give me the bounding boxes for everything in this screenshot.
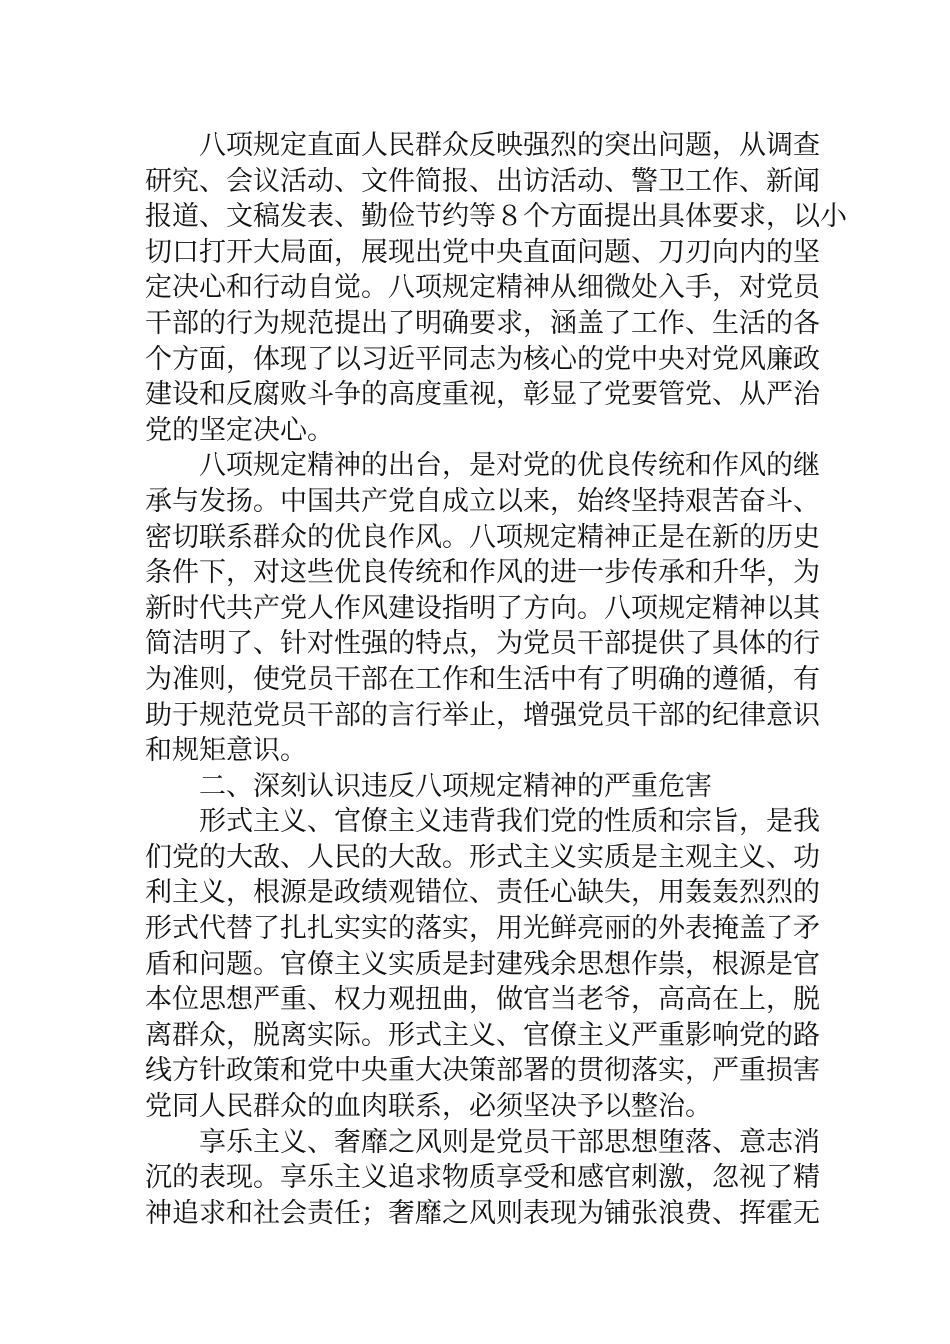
text-line: 形式代替了扎扎实实的落实，用光鲜亮丽的外表掩盖了矛 — [145, 913, 820, 945]
text-line: 享乐主义、奢靡之风则是党员干部思想堕落、意志消 — [199, 1126, 820, 1158]
text-line: 八项规定直面人民群众反映强烈的突出问题，从调查 — [199, 130, 820, 161]
section-heading — [145, 769, 807, 805]
text-line: 盾和问题。官僚主义实质是封建残余思想作祟，根源是官 — [145, 948, 820, 980]
text-line: 神追求和社会责任；奢靡之风则表现为铺张浪费、挥霍无 — [145, 1197, 820, 1229]
text-line: 干部的行为规范提出了明确要求，涵盖了工作、生活的各 — [145, 307, 820, 339]
text-line: 党的坚定决心。 — [145, 414, 334, 446]
text-line: 利主义，根源是政绩观错位、责任心缺失，用轰轰烈烈的 — [145, 877, 820, 909]
text-line: 简洁明了、针对性强的特点，为党员干部提供了具体的行 — [145, 628, 820, 660]
text-line: 条件下，对这些优良传统和作风的进一步传承和升华，为 — [145, 557, 820, 589]
section-heading-text: 二、深刻认识违反八项规定精神的严重危害 — [199, 770, 712, 802]
text-line: 个方面，体现了以习近平同志为核心的党中央对党风廉政 — [145, 343, 820, 375]
text-line: 为准则，使党员干部在工作和生活中有了明确的遵循，有 — [145, 663, 820, 695]
text-line: 离群众，脱离实际。形式主义、官僚主义严重影响党的路 — [145, 1019, 820, 1051]
text-line: 形式主义、官僚主义违背我们党的性质和宗旨，是我 — [199, 806, 820, 838]
text-line: 建设和反腐败斗争的高度重视，彰显了党要管党、从严治 — [145, 379, 820, 411]
text-line: 定决心和行动自觉。八项规定精神从细微处入手，对党员 — [145, 272, 820, 304]
text-line: 研究、会议活动、文件简报、出访活动、警卫工作、新闻 — [145, 165, 820, 197]
paragraph-1 — [145, 128, 847, 448]
text-line: 八项规定精神的出台，是对党的优良传统和作风的继 — [199, 450, 820, 482]
text-line: 助于规范党员干部的言行举止，增强党员干部的纪律意识 — [145, 699, 820, 731]
text-line: 切口打开大局面，展现出党中央直面问题、刀刃向内的坚 — [145, 236, 820, 268]
document-page — [145, 128, 847, 1231]
paragraph-3 — [145, 804, 820, 1124]
text-line: 承与发扬。中国共产党自成立以来，始终坚持艰苦奋斗、 — [145, 485, 820, 517]
text-line: 们党的大敌、人民的大敌。形式主义实质是主观主义、功 — [145, 841, 820, 873]
text-line: 本位思想严重、权力观扭曲，做官当老爷，高高在上，脱 — [145, 984, 820, 1016]
text-line: 沉的表现。享乐主义追求物质享受和感官刺激，忽视了精 — [145, 1162, 820, 1194]
text-line: 党同人民群众的血肉联系，必须坚决予以整治。 — [145, 1091, 712, 1123]
text-line: 和规矩意识。 — [145, 735, 307, 767]
text-line: 报道、文稿发表、勤俭节约等８个方面提出具体要求，以小 — [145, 201, 847, 233]
text-line: 线方针政策和党中央重大决策部署的贯彻落实，严重损害 — [145, 1055, 820, 1087]
paragraph-2 — [145, 448, 820, 768]
text-line: 密切联系群众的优良作风。八项规定精神正是在新的历史 — [145, 521, 820, 553]
paragraph-4 — [145, 1125, 820, 1232]
text-line: 新时代共产党人作风建设指明了方向。八项规定精神以其 — [145, 592, 820, 624]
